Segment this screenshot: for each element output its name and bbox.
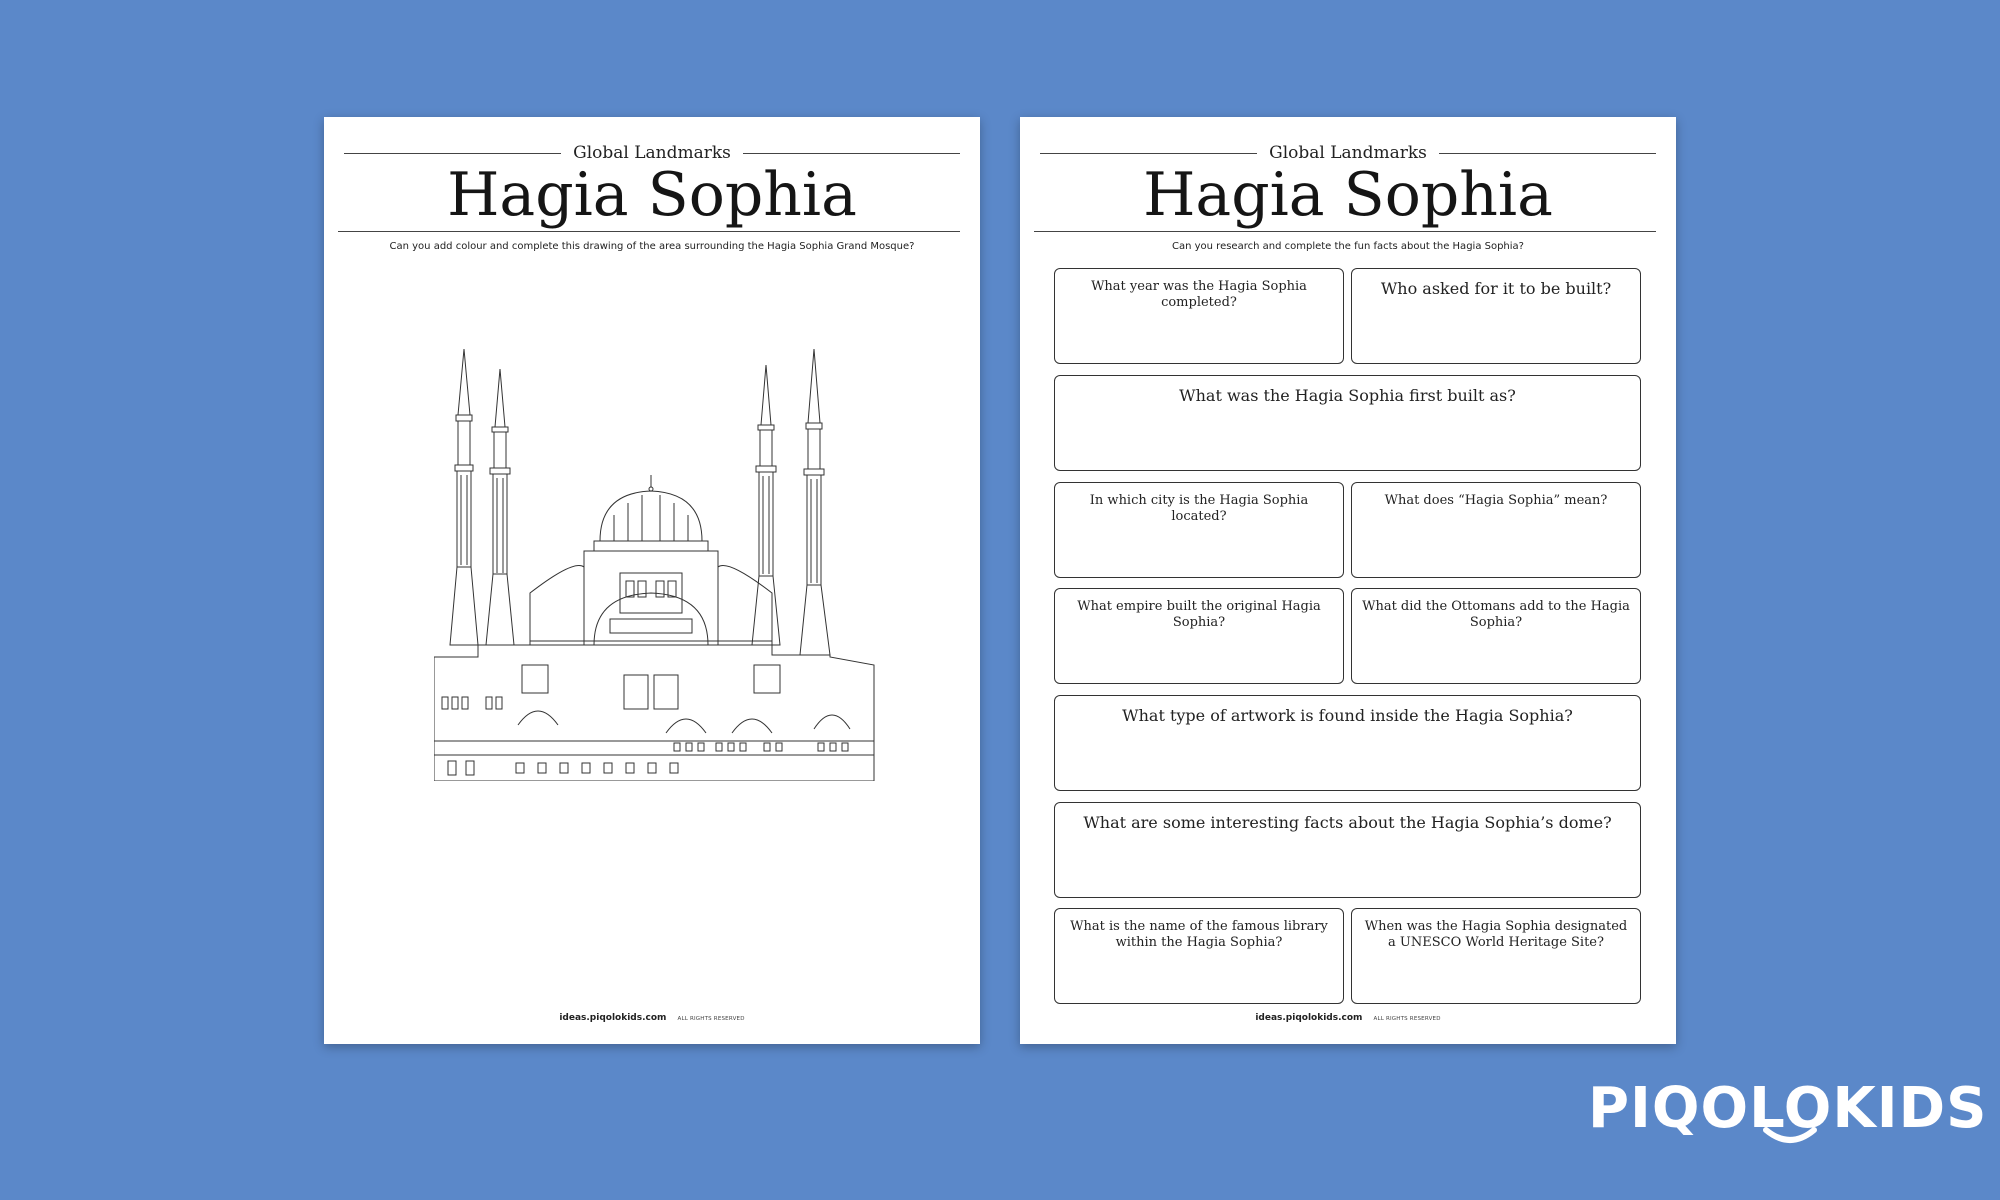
coloring-worksheet — [324, 117, 980, 1044]
question-box[interactable]: What did the Ottomans add to the Hagia Sophia? — [1351, 588, 1641, 684]
minaret — [752, 365, 780, 645]
logo-text: PIQOLOKIDS — [1588, 1076, 1988, 1141]
minaret — [450, 349, 478, 645]
piqolokids-logo — [1588, 1076, 1988, 1141]
question-box[interactable]: What empire built the original Hagia Sophia? — [1054, 588, 1344, 684]
question-box[interactable]: What year was the Hagia Sophia completed? — [1054, 268, 1344, 364]
worksheet-title: Hagia Sophia — [1143, 160, 1553, 230]
hagia-sophia-line-drawing — [434, 345, 876, 781]
fact-worksheet — [1020, 117, 1676, 1044]
lower-facade — [434, 641, 874, 781]
worksheet-footer — [1020, 1005, 1676, 1024]
divider — [1040, 153, 1257, 154]
divider — [344, 153, 561, 154]
question-box[interactable]: What does “Hagia Sophia” mean? — [1351, 482, 1641, 578]
series-label: Global Landmarks — [1269, 143, 1427, 163]
minaret — [800, 349, 830, 655]
main-dome — [594, 475, 708, 551]
footer-website: ideas.piqolokids.com — [1255, 1013, 1363, 1023]
divider — [1439, 153, 1656, 154]
question-box[interactable]: In which city is the Hagia Sophia located? — [1054, 482, 1344, 578]
worksheet-footer — [324, 1005, 980, 1024]
question-box[interactable]: What was the Hagia Sophia first built as? — [1054, 375, 1641, 471]
question-box[interactable]: What type of artwork is found inside the Hagia Sophia? — [1054, 695, 1641, 791]
minaret — [486, 369, 514, 645]
divider — [1034, 231, 1656, 232]
series-label: Global Landmarks — [573, 143, 731, 163]
worksheet-instruction: Can you research and complete the fun facts about the Hagia Sophia? — [1172, 241, 1524, 252]
smile-icon — [1760, 1126, 1820, 1148]
divider — [338, 231, 960, 232]
footer-rights: ALL RIGHTS RESERVED — [1373, 1016, 1441, 1022]
footer-rights: ALL RIGHTS RESERVED — [677, 1016, 745, 1022]
question-box[interactable]: When was the Hagia Sophia designated a UNESCO World Heritage Site? — [1351, 908, 1641, 1004]
question-box[interactable]: What are some interesting facts about the Hagia Sophia’s dome? — [1054, 802, 1641, 898]
upper-structure — [530, 551, 772, 645]
question-box[interactable]: What is the name of the famous library within the Hagia Sophia? — [1054, 908, 1344, 1004]
footer-website: ideas.piqolokids.com — [559, 1013, 667, 1023]
divider — [743, 153, 960, 154]
worksheet-instruction: Can you add colour and complete this drawing of the area surrounding the Hagia Sophia Grand Mosque? — [389, 241, 915, 252]
worksheet-title: Hagia Sophia — [447, 160, 857, 230]
question-box[interactable]: Who asked for it to be built? — [1351, 268, 1641, 364]
